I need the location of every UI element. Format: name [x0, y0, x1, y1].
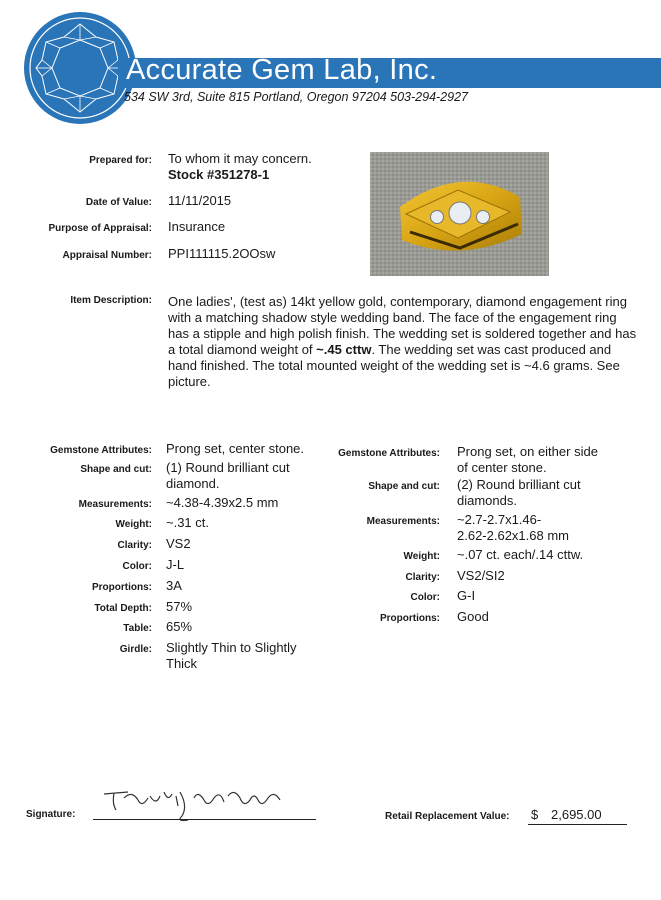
- right-shape-value-1: (2) Round brilliant cut: [457, 477, 581, 492]
- left-clarity-value: VS2: [166, 536, 191, 551]
- left-girdle-value-2: Thick: [166, 656, 198, 671]
- right-attributes-label: Gemstone Attributes:: [338, 448, 440, 459]
- right-color-value: G-I: [457, 588, 476, 603]
- left-table-label: Table:: [123, 623, 152, 634]
- item-description-text: One ladies', (test as) 14kt yellow gold, contemporary, diamond engagement ring with a matching shadow style wedding band. The face of the engagement ring has a stipple and high polish finish. The wedding set is soldered together and has a total diamond weight of ~.45 cttw. The wedding set was cast produced and hand finished. The total mounted weight of the wedding set is ~4.6 grams. See picture.: [168, 294, 637, 389]
- retail-value: 2,695.00: [551, 807, 602, 822]
- appraisal-number-value: PPI111115.2OOsw: [168, 246, 276, 261]
- purpose-value: Insurance: [168, 219, 226, 234]
- left-attributes-label: Gemstone Attributes:: [50, 445, 152, 456]
- retail-value-line: [528, 824, 627, 825]
- left-girdle-value-1: Slightly Thin to Slightly: [166, 640, 297, 655]
- left-color-label: Color:: [122, 561, 152, 572]
- signature-line: [93, 819, 316, 820]
- company-name: Accurate Gem Lab, Inc.: [126, 54, 438, 86]
- date-label: Date of Value:: [85, 197, 152, 208]
- left-clarity-label: Clarity:: [117, 540, 152, 551]
- prepared-for-value: To whom it may concern.: [168, 151, 312, 166]
- right-shape-value-2: diamonds.: [457, 493, 517, 508]
- right-color-label: Color:: [410, 592, 440, 603]
- left-weight-value: ~.31 ct.: [166, 515, 209, 530]
- right-clarity-label: Clarity:: [405, 572, 440, 583]
- left-depth-label: Total Depth:: [94, 603, 152, 614]
- left-measurements-value: ~4.38-4.39x2.5 mm: [166, 495, 279, 510]
- left-table-value: 65%: [166, 619, 193, 634]
- left-girdle-label: Girdle:: [119, 644, 152, 655]
- left-depth-value: 57%: [166, 599, 193, 614]
- right-proportions-value: Good: [457, 609, 489, 624]
- stock-number: Stock #351278-1: [168, 167, 270, 182]
- ring-photo: [370, 152, 549, 276]
- left-measurements-label: Measurements:: [78, 499, 152, 510]
- left-shape-value-2: diamond.: [166, 476, 220, 491]
- signature-label: Signature:: [26, 809, 76, 820]
- left-shape-label: Shape and cut:: [80, 464, 152, 475]
- right-weight-label: Weight:: [403, 551, 440, 562]
- right-measurements-value-1: ~2.7-2.7x1.46-: [457, 512, 542, 527]
- right-shape-label: Shape and cut:: [368, 481, 440, 492]
- right-attributes-value-2: of center stone.: [457, 460, 547, 475]
- right-clarity-value: VS2/SI2: [457, 568, 505, 583]
- company-address: 534 SW 3rd, Suite 815 Portland, Oregon 97204 503-294-2927: [124, 90, 468, 104]
- right-attributes-value-1: Prong set, on either side: [457, 444, 598, 459]
- retail-value-label: Retail Replacement Value:: [385, 811, 510, 822]
- left-weight-label: Weight:: [115, 519, 152, 530]
- right-proportions-label: Proportions:: [380, 613, 440, 624]
- left-proportions-value: 3A: [166, 578, 182, 593]
- item-description-label: Item Description:: [70, 295, 152, 306]
- purpose-label: Purpose of Appraisal:: [48, 223, 152, 234]
- total-diamond-weight: ~.45 cttw: [316, 342, 372, 357]
- left-attributes-value: Prong set, center stone.: [166, 441, 305, 456]
- right-measurements-value-2: 2.62-2.62x1.68 mm: [457, 528, 570, 543]
- retail-currency: $: [531, 807, 539, 822]
- appraisal-number-label: Appraisal Number:: [62, 250, 152, 261]
- right-measurements-label: Measurements:: [366, 516, 440, 527]
- prepared-for-label: Prepared for:: [89, 155, 152, 166]
- left-shape-value-1: (1) Round brilliant cut: [166, 460, 290, 475]
- date-value: 11/11/2015: [168, 193, 232, 208]
- right-weight-value: ~.07 ct. each/.14 cttw.: [457, 547, 584, 562]
- left-color-value: J-L: [166, 557, 185, 572]
- left-proportions-label: Proportions:: [92, 582, 152, 593]
